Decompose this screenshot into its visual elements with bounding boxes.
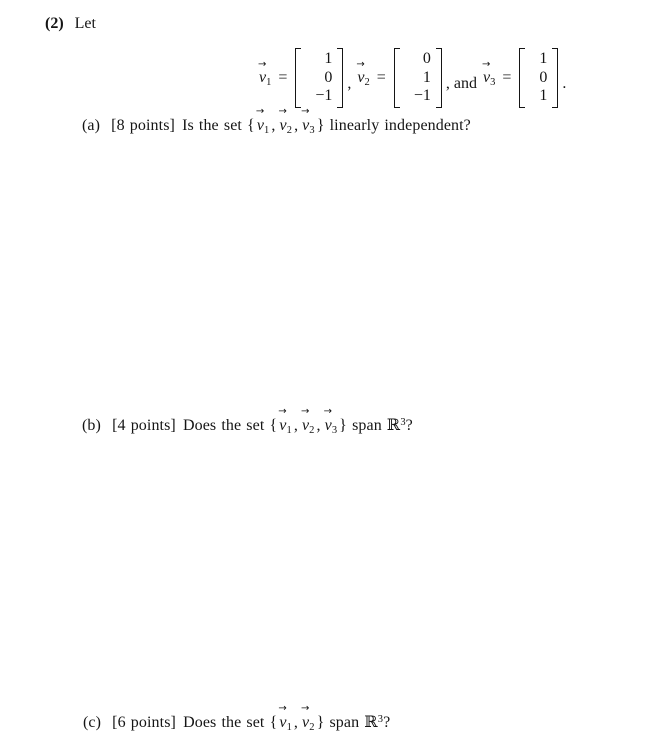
part-points: [4 points] <box>112 417 176 434</box>
comma: , <box>293 417 298 434</box>
vector-subscript: 1 <box>286 425 292 436</box>
comma: , <box>293 714 299 731</box>
question-mark: ? <box>405 417 413 434</box>
blackboard-r: ℝ <box>364 712 378 731</box>
vector-arrow-icon: → <box>278 406 286 417</box>
vector-subscript: 3 <box>309 125 315 136</box>
close-brace: } <box>316 714 325 731</box>
matrix-column <box>400 48 436 108</box>
vector-definition-equation <box>258 46 571 110</box>
vector-letter: v <box>302 714 310 731</box>
vector-symbol-v1 <box>258 58 272 88</box>
comma: , <box>316 417 321 434</box>
separator-period: . <box>562 75 567 92</box>
close-brace: } <box>316 117 325 134</box>
vector-letter: v <box>357 68 365 86</box>
matrix-entry: 0 <box>539 68 548 86</box>
matrix-entry: 1 <box>422 68 431 86</box>
set-vector-2 <box>301 703 316 738</box>
set-vector-3 <box>301 106 316 141</box>
set-vector-1 <box>278 703 293 738</box>
vector-subscript: 1 <box>266 76 272 88</box>
vector-letter: v <box>256 117 265 134</box>
comma: , <box>271 117 276 134</box>
matrix-entry: −1 <box>315 87 333 105</box>
vector-symbol-v3 <box>481 58 496 88</box>
vector-letter: v <box>482 68 491 86</box>
vector-set <box>269 703 325 733</box>
vector-arrow-icon: → <box>278 703 286 714</box>
part-text-before: Is the set <box>182 117 242 134</box>
matrix-entry: 1 <box>324 50 333 68</box>
vector-arrow-icon: → <box>300 406 309 417</box>
matrix-entry: 0 <box>422 50 431 68</box>
reals-exponent: 3 <box>377 714 384 725</box>
part-label: (c) <box>83 714 102 731</box>
vector-letter: v <box>301 417 310 434</box>
equals-sign: = <box>502 69 512 86</box>
vector-subscript: 1 <box>264 125 270 136</box>
part-label: (b) <box>82 417 101 434</box>
vector-letter: v <box>259 68 267 86</box>
open-brace: { <box>269 417 278 434</box>
right-bracket <box>337 48 343 108</box>
vector-subscript: 3 <box>490 76 496 88</box>
vector-letter: v <box>279 714 287 731</box>
blackboard-r: ℝ <box>386 415 401 434</box>
part-text-before: Does the set <box>182 417 265 434</box>
separator-comma: , <box>347 75 352 92</box>
vector-set <box>269 406 347 436</box>
vector-arrow-icon: → <box>323 406 331 417</box>
vector-arrow-icon: → <box>278 106 286 117</box>
part-points: [8 points] <box>111 117 175 134</box>
right-bracket <box>552 48 558 108</box>
open-brace: { <box>247 117 255 134</box>
close-brace: } <box>339 417 347 434</box>
part-points: [6 points] <box>112 714 176 731</box>
separator-comma-and: , and <box>445 75 477 92</box>
column-vector-v2 <box>394 48 442 108</box>
vector-symbol-v2 <box>356 58 370 88</box>
vector-letter: v <box>324 417 332 434</box>
set-vector-1 <box>255 106 271 141</box>
part-text-after: linearly independent? <box>329 117 471 134</box>
question-mark: ? <box>383 714 391 731</box>
part-text-after: span <box>352 417 382 434</box>
vector-subscript: 2 <box>309 425 315 436</box>
column-vector-v1 <box>295 48 343 108</box>
equals-sign: = <box>278 69 288 86</box>
vector-term-v3 <box>482 48 571 108</box>
matrix-column <box>525 48 552 108</box>
vector-subscript: 1 <box>286 722 292 733</box>
set-vector-1 <box>278 406 293 441</box>
matrix-column <box>301 48 337 108</box>
vector-subscript: 2 <box>309 722 315 733</box>
vector-arrow-icon: → <box>481 58 490 70</box>
set-vector-2 <box>300 406 316 441</box>
set-vector-3 <box>323 406 339 441</box>
problem-header <box>45 15 96 33</box>
vector-arrow-icon: → <box>356 58 364 70</box>
vector-term-v2 <box>356 48 482 108</box>
vector-arrow-icon: → <box>301 106 309 117</box>
part-text-before: Does the set <box>183 714 265 731</box>
comma: , <box>294 117 299 134</box>
vector-arrow-icon: → <box>301 703 309 714</box>
vector-letter: v <box>279 117 287 134</box>
vector-subscript: 2 <box>364 76 370 88</box>
open-brace: { <box>269 714 278 731</box>
set-vector-2 <box>278 106 294 141</box>
matrix-entry: 1 <box>539 50 548 68</box>
right-bracket <box>436 48 442 108</box>
vector-arrow-icon: → <box>255 106 264 117</box>
equals-sign: = <box>376 69 386 86</box>
part-text-after: span <box>329 714 360 731</box>
reals-symbol <box>387 417 413 434</box>
matrix-entry: 1 <box>539 87 548 105</box>
vector-arrow-icon: → <box>258 58 266 70</box>
vector-letter: v <box>279 417 287 434</box>
part-a-question <box>82 106 471 141</box>
part-b-question <box>82 406 413 441</box>
part-c-question <box>83 703 391 738</box>
reals-exponent: 3 <box>400 417 406 428</box>
vector-subscript: 3 <box>331 425 338 436</box>
problem-number: (2) <box>45 15 64 32</box>
vector-term-v1 <box>258 48 356 108</box>
column-vector-v3 <box>519 48 558 108</box>
part-label: (a) <box>82 117 101 134</box>
problem-intro: Let <box>74 15 96 32</box>
vector-letter: v <box>302 117 310 134</box>
matrix-entry: 0 <box>324 68 333 86</box>
matrix-entry: −1 <box>413 87 431 105</box>
reals-symbol <box>364 714 390 731</box>
vector-set <box>247 106 325 136</box>
vector-subscript: 2 <box>286 125 293 136</box>
